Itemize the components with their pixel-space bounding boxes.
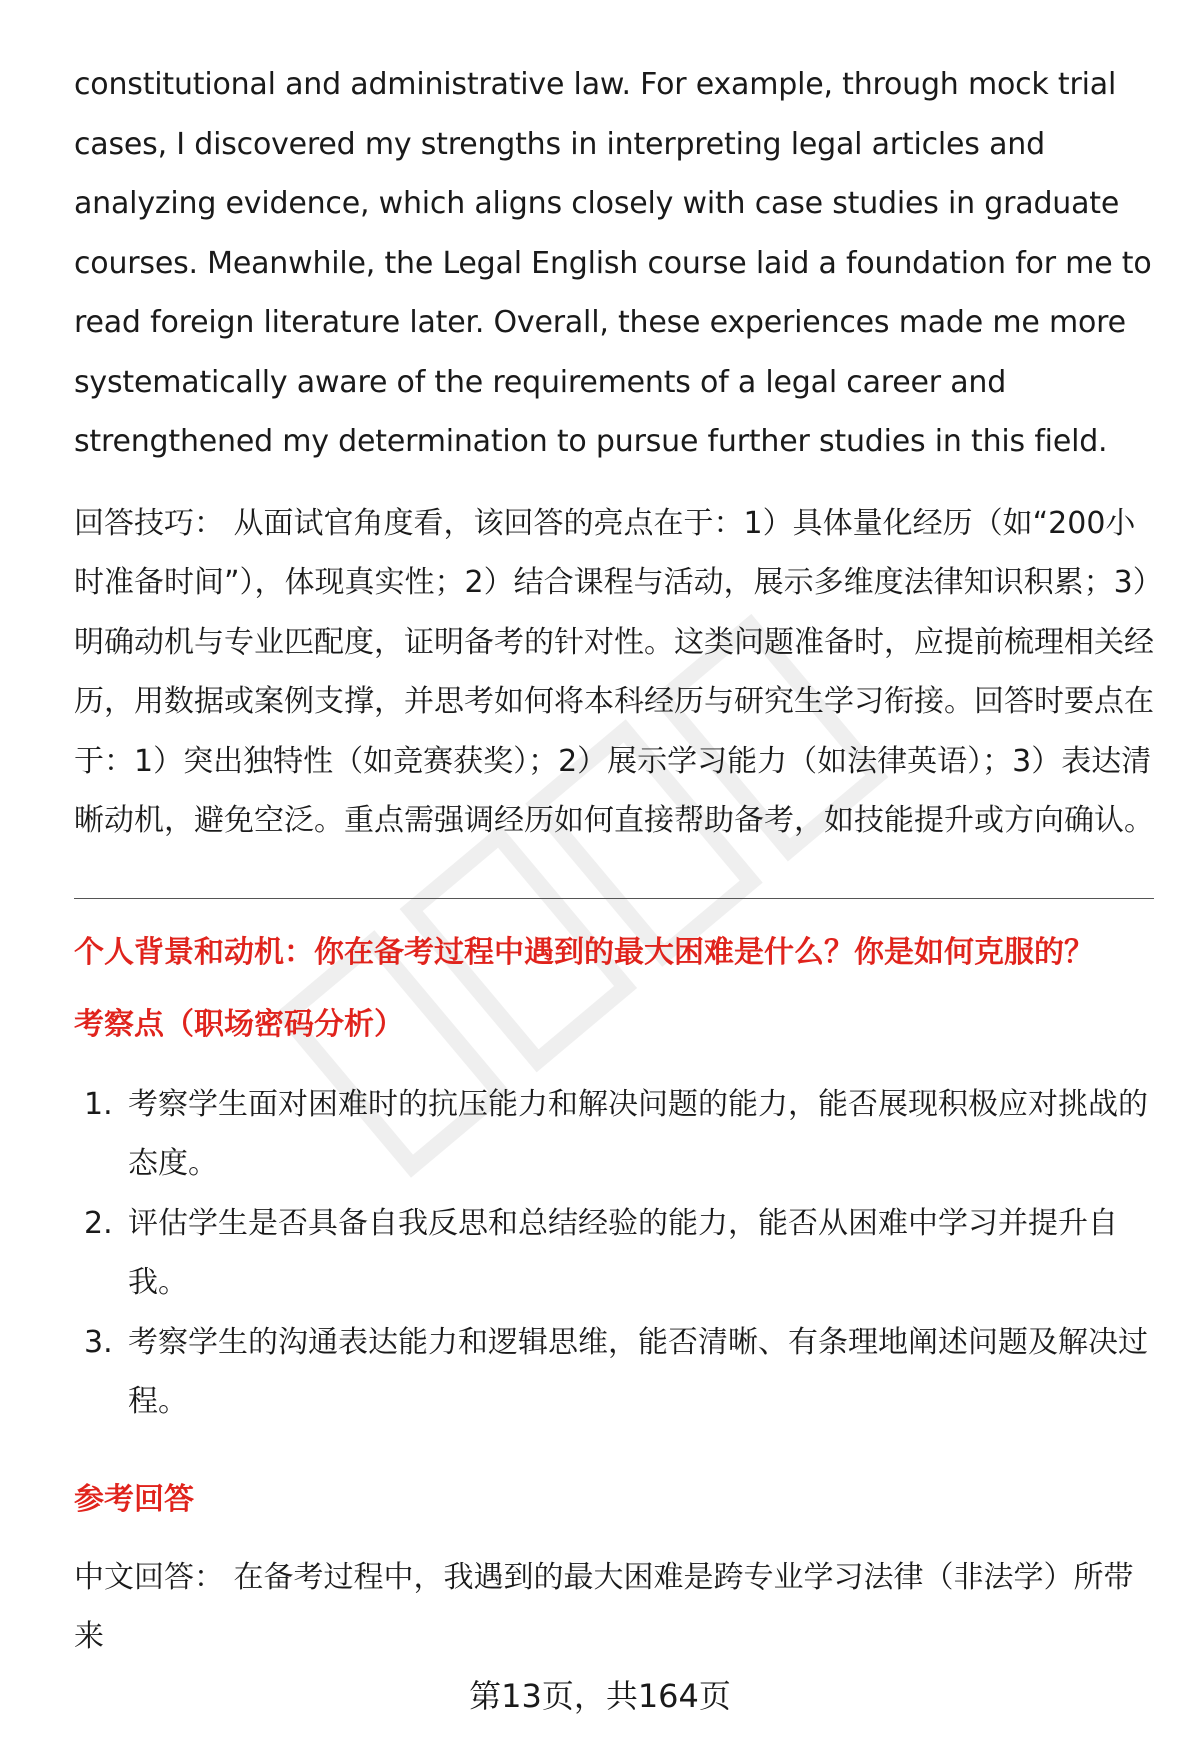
- list-item-number: 1.: [84, 1086, 113, 1122]
- assessment-points-title: 考察点（职场密码分析）: [74, 1006, 404, 1042]
- list-item-number: 3.: [84, 1324, 113, 1360]
- reference-answer-title: 参考回答: [74, 1481, 194, 1517]
- list-item: [74, 1075, 1154, 1194]
- question-title: 个人背景和动机：你在备考过程中遇到的最大困难是什么？你是如何克服的？: [74, 934, 1094, 970]
- english-answer-paragraph: constitutional and administrative law. For example, through mock trial cases, I discovered my strengths in interpreting legal articles and analyzing evidence, which aligns closely with case studies in graduate courses. Meanwhile, the Legal English course laid a foundation for me to read foreign literature later. Overall, these experiences made me more systematically aware of the requirements of a legal career and strengthened my determination to pursue further studies in this field.: [74, 67, 1152, 459]
- list-item-text: 评估学生是否具备自我反思和总结经验的能力，能否从困难中学习并提升自我。: [128, 1205, 1118, 1300]
- section-divider: [74, 898, 1154, 899]
- page-number-footer: 第13页，共164页: [469, 1677, 731, 1715]
- answer-tips-paragraph: 回答技巧： 从面试官角度看，该回答的亮点在于：1）具体量化经历（如“200小时准备时间”），体现真实性；2）结合课程与活动，展示多维度法律知识积累；3）明确动机与专业匹配度，证明备考的针对性。这类问题准备时，应提前梳理相关经历，用数据或案例支撑，并思考如何将本科经历与研究生学习衔接。回答时要点在于：1）突出独特性（如竞赛获奖）；2）展示学习能力（如法律英语）；3）表达清晰动机，避免空泛。重点需强调经历如何直接帮助备考，如技能提升或方向确认。: [74, 505, 1154, 838]
- document-page: [74, 55, 1154, 1667]
- list-item-text: 考察学生面对困难时的抗压能力和解决问题的能力，能否展现积极应对挑战的态度。: [128, 1086, 1148, 1181]
- list-item: [74, 1313, 1154, 1432]
- list-item: [74, 1194, 1154, 1313]
- assessment-points-list: [74, 1075, 1154, 1432]
- reference-answer-start: 中文回答： 在备考过程中，我遇到的最大困难是跨专业学习法律（非法学）所带来: [74, 1559, 1134, 1654]
- list-item-number: 2.: [84, 1205, 113, 1241]
- list-item-text: 考察学生的沟通表达能力和逻辑思维，能否清晰、有条理地阐述问题及解决过程。: [128, 1324, 1148, 1419]
